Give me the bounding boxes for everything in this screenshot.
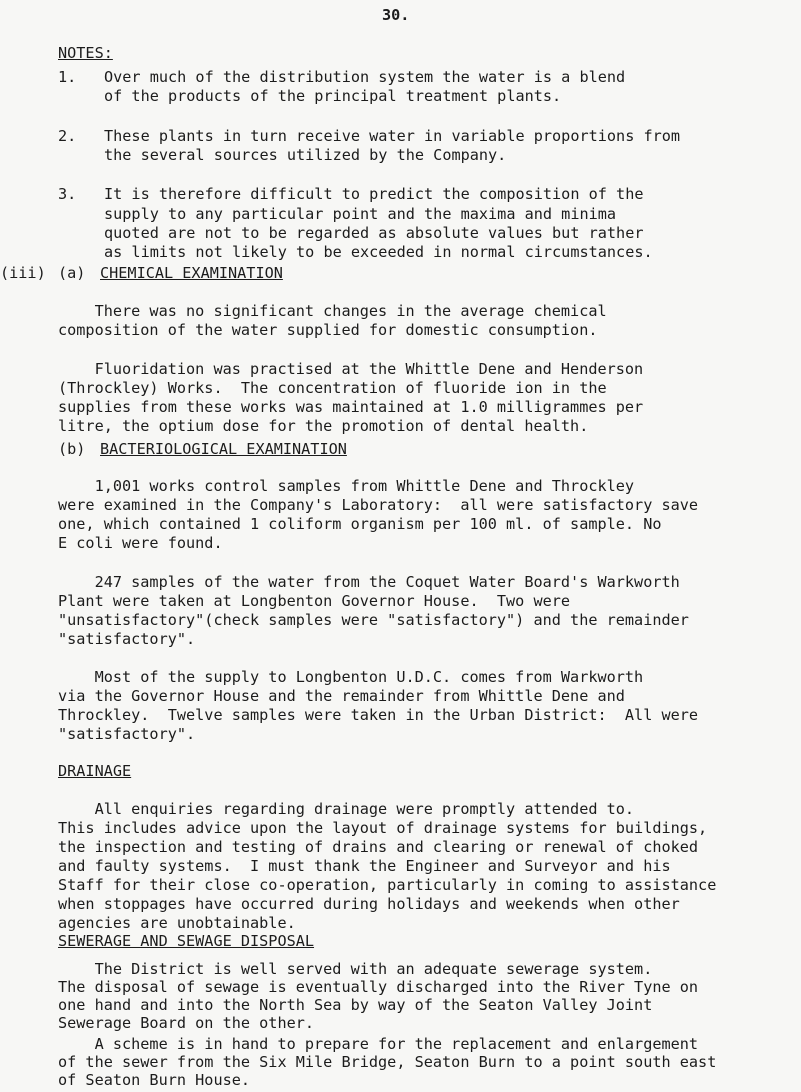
bact-p1-line-2: were examined in the Company's Laboratory: all were satisfactory save bbox=[58, 496, 699, 514]
chem-p2-line-3: supplies from these works was maintained at 1.0 milligrammes per bbox=[58, 398, 644, 416]
bact-p1-line-1: 1,001 works control samples from Whittle Dene and Throckley bbox=[58, 477, 635, 495]
drainage-line-6: when stoppages have occurred during holidays and weekends when other bbox=[58, 895, 680, 913]
bact-p2-line-1: 247 samples of the water from the Coquet Water Board's Warkworth bbox=[58, 573, 680, 591]
drainage-line-7: agencies are unobtainable. bbox=[58, 914, 296, 932]
drainage-line-2: This includes advice upon the layout of drainage systems for buildings, bbox=[58, 819, 708, 837]
chem-p1-line-1: There was no significant changes in the average chemical bbox=[58, 302, 607, 320]
note-1-number: 1. bbox=[58, 68, 77, 86]
drainage-line-5: Staff for their close co-operation, particularly in coming to assistance bbox=[58, 876, 717, 894]
sewerage-p2-line-3: of Seaton Burn House. bbox=[58, 1071, 251, 1089]
drainage-heading: DRAINAGE bbox=[58, 762, 132, 780]
note-3-line-2: supply to any particular point and the maxima and minima bbox=[104, 205, 617, 223]
note-3-line-4: as limits not likely to be exceeded in normal circumstances. bbox=[104, 243, 653, 261]
note-1-line-2: of the products of the principal treatment plants. bbox=[104, 87, 562, 105]
chem-label: (a) bbox=[58, 264, 86, 282]
note-3-line-3: quoted are not to be regarded as absolute values but rather bbox=[104, 224, 644, 242]
section-iii-label: (iii) bbox=[0, 264, 46, 282]
bact-heading: BACTERIOLOGICAL EXAMINATION bbox=[100, 440, 347, 458]
note-2-line-1: These plants in turn receive water in variable proportions from bbox=[104, 127, 681, 145]
page-number: 30. bbox=[382, 6, 410, 24]
chem-p2-line-2: (Throckley) Works. The concentration of fluoride ion in the bbox=[58, 379, 607, 397]
sewerage-p1-line-4: Sewerage Board on the other. bbox=[58, 1014, 315, 1032]
bact-p3-line-4: "satisfactory". bbox=[58, 725, 196, 743]
bact-p1-line-4: E coli were found. bbox=[58, 534, 223, 552]
sewerage-p1-line-3: one hand and into the North Sea by way of the Seaton Valley Joint bbox=[58, 996, 653, 1014]
note-3-line-1: It is therefore difficult to predict the composition of the bbox=[104, 185, 644, 203]
sewerage-heading: SEWERAGE AND SEWAGE DISPOSAL bbox=[58, 932, 315, 950]
bact-p3-line-1: Most of the supply to Longbenton U.D.C. comes from Warkworth bbox=[58, 668, 644, 686]
chem-p1-line-2: composition of the water supplied for domestic consumption. bbox=[58, 321, 598, 339]
drainage-line-3: the inspection and testing of drains and clearing or renewal of choked bbox=[58, 838, 699, 856]
chem-p2-line-4: litre, the optium dose for the promotion of dental health. bbox=[58, 417, 589, 435]
drainage-line-1: All enquiries regarding drainage were promptly attended to. bbox=[58, 800, 635, 818]
sewerage-p2-line-2: of the sewer from the Six Mile Bridge, Seaton Burn to a point south east bbox=[58, 1053, 717, 1071]
chem-heading: CHEMICAL EXAMINATION bbox=[100, 264, 283, 282]
bact-p1-line-3: one, which contained 1 coliform organism per 100 ml. of sample. No bbox=[58, 515, 662, 533]
note-1-line-1: Over much of the distribution system the water is a blend bbox=[104, 68, 626, 86]
bact-p3-line-3: Throckley. Twelve samples were taken in the Urban District: All were bbox=[58, 706, 699, 724]
note-2-line-2: the several sources utilized by the Company. bbox=[104, 146, 507, 164]
note-2-number: 2. bbox=[58, 127, 77, 145]
notes-heading: NOTES: bbox=[58, 44, 113, 62]
bact-p2-line-4: "satisfactory". bbox=[58, 630, 196, 648]
chem-p2-line-1: Fluoridation was practised at the Whittle Dene and Henderson bbox=[58, 360, 644, 378]
bact-p2-line-2: Plant were taken at Longbenton Governor House. Two were bbox=[58, 592, 571, 610]
drainage-line-4: and faulty systems. I must thank the Engineer and Surveyor and his bbox=[58, 857, 671, 875]
bact-p2-line-3: "unsatisfactory"(check samples were "satisfactory") and the remainder bbox=[58, 611, 689, 629]
sewerage-p1-line-1: The District is well served with an adequate sewerage system. bbox=[58, 960, 653, 978]
sewerage-p2-line-1: A scheme is in hand to prepare for the replacement and enlargement bbox=[58, 1035, 699, 1053]
note-3-number: 3. bbox=[58, 185, 77, 203]
sewerage-p1-line-2: The disposal of sewage is eventually discharged into the River Tyne on bbox=[58, 978, 699, 996]
bact-label: (b) bbox=[58, 440, 86, 458]
bact-p3-line-2: via the Governor House and the remainder from Whittle Dene and bbox=[58, 687, 625, 705]
